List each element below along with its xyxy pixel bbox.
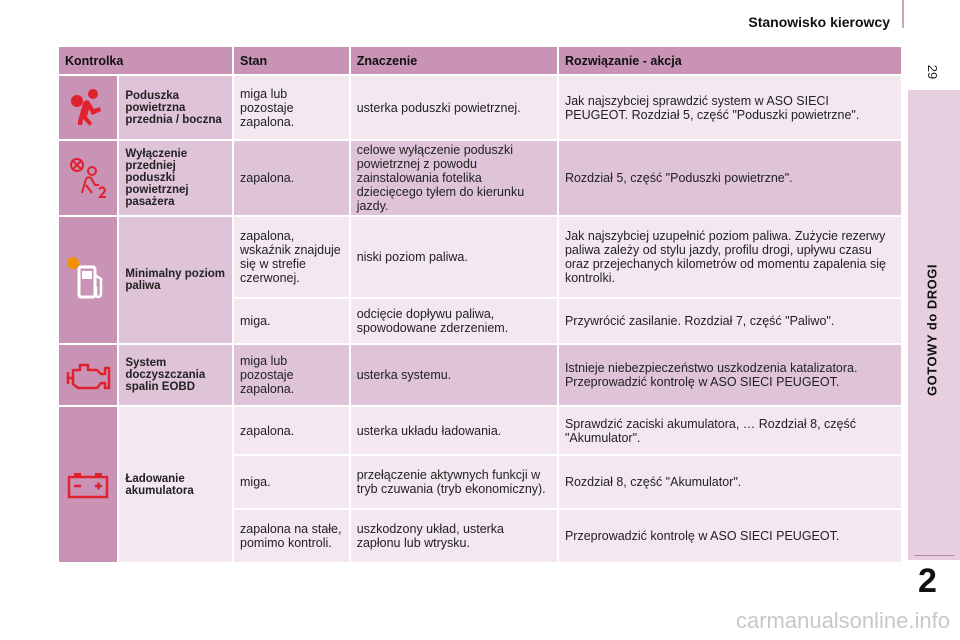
- akcja-cell: Rozdział 8, część "Akumulator".: [559, 456, 901, 508]
- stan-cell: zapalona.: [234, 407, 349, 454]
- column-header: Stan: [234, 47, 349, 74]
- icon-cell: [59, 217, 117, 343]
- column-header: Kontrolka: [59, 47, 232, 74]
- fuel-pump-icon: [66, 255, 110, 305]
- znaczenie-cell: usterka układu ładowania.: [351, 407, 557, 454]
- icon-cell: [59, 345, 117, 405]
- akcja-cell: Rozdział 5, część "Poduszki powietrzne".: [559, 141, 901, 215]
- warning-lights-table: [57, 45, 903, 564]
- znaczenie-cell: celowe wyłączenie poduszki powietrznej z powodu zainstalowania fotelika dziecięcego tyłem do kierunku jazdy.: [351, 141, 557, 215]
- battery-icon: [66, 470, 110, 500]
- light-name-cell: [119, 345, 232, 405]
- akcja-cell: Istnieje niebezpieczeństwo uszkodzenia katalizatora. Przeprowadzić kontrolę w ASO SIECI PEUGEOT.: [559, 345, 901, 405]
- akcja-cell: Jak najszybciej sprawdzić system w ASO SIECI PEUGEOT. Rozdział 5, część "Poduszki powietrzne".: [559, 76, 901, 139]
- page-number: 29: [925, 64, 940, 80]
- light-name-cell: [119, 76, 232, 139]
- stan-cell: miga lub pozostaje zapalona.: [234, 76, 349, 139]
- znaczenie-cell: usterka systemu.: [351, 345, 557, 405]
- light-name: Ładowanie akumulatora: [125, 472, 194, 497]
- table-row: [59, 217, 901, 297]
- akcja-cell: Sprawdzić zaciski akumulatora, … Rozdział 8, część "Akumulator".: [559, 407, 901, 454]
- table-row: [59, 407, 901, 454]
- side-divider: [914, 555, 954, 556]
- stan-cell: zapalona, wskaźnik znajduje się w strefie czerwonej.: [234, 217, 349, 297]
- icon-cell: [59, 141, 117, 215]
- znaczenie-cell: przełączenie aktywnych funkcji w tryb czuwania (tryb ekonomiczny).: [351, 456, 557, 508]
- stan-cell: miga.: [234, 299, 349, 343]
- akcja-cell: Jak najszybciej uzupełnić poziom paliwa. Zużycie rezerwy paliwa zależy od stylu jazdy, profilu drogi, upływu czasu oraz przejechanych kilometrów od momentu zapalenia się kontrolki.: [559, 217, 901, 297]
- light-name: Minimalny poziom paliwa: [125, 268, 226, 292]
- column-header: Znaczenie: [351, 47, 557, 74]
- light-name: Poduszka powietrzna przednia / boczna: [125, 89, 222, 126]
- light-name-cell: [119, 141, 232, 215]
- light-name: Wyłączenie przedniej poduszki powietrznej pasażera: [125, 148, 189, 208]
- znaczenie-cell: uszkodzony układ, usterka zapłonu lub wtrysku.: [351, 510, 557, 562]
- table-row: [59, 345, 901, 405]
- icon-cell: [59, 76, 117, 139]
- icon-cell: [59, 407, 117, 562]
- page-header-title: Stanowisko kierowcy: [748, 14, 890, 30]
- znaczenie-cell: odcięcie dopływu paliwa, spowodowane zderzeniem.: [351, 299, 557, 343]
- engine-icon: [64, 358, 112, 392]
- light-name: System doczyszczania spalin EOBD: [125, 357, 206, 393]
- light-name-cell: [119, 217, 232, 343]
- stan-cell: zapalona.: [234, 141, 349, 215]
- passenger-airbag-off-icon: [66, 155, 110, 201]
- airbag-icon: [68, 87, 108, 129]
- stan-cell: miga lub pozostaje zapalona.: [234, 345, 349, 405]
- watermark: carmanualsonline.info: [735, 608, 950, 633]
- akcja-cell: Przywrócić zasilanie. Rozdział 7, część "Paliwo".: [559, 299, 901, 343]
- column-header: Rozwiązanie - akcja: [559, 47, 901, 74]
- header-divider: [902, 0, 904, 28]
- stan-cell: miga.: [234, 456, 349, 508]
- chapter-number: 2: [918, 562, 937, 600]
- table-row: [59, 76, 901, 139]
- light-name-cell: [119, 407, 232, 562]
- akcja-cell: Przeprowadzić kontrolę w ASO SIECI PEUGEOT.: [559, 510, 901, 562]
- table-header-row: [59, 47, 901, 74]
- znaczenie-cell: niski poziom paliwa.: [351, 217, 557, 297]
- znaczenie-cell: usterka poduszki powietrznej.: [351, 76, 557, 139]
- table-row: [59, 141, 901, 215]
- chapter-side-label: GOTOWY do DROGI: [924, 264, 940, 396]
- stan-cell: zapalona na stałe, pomimo kontroli.: [234, 510, 349, 562]
